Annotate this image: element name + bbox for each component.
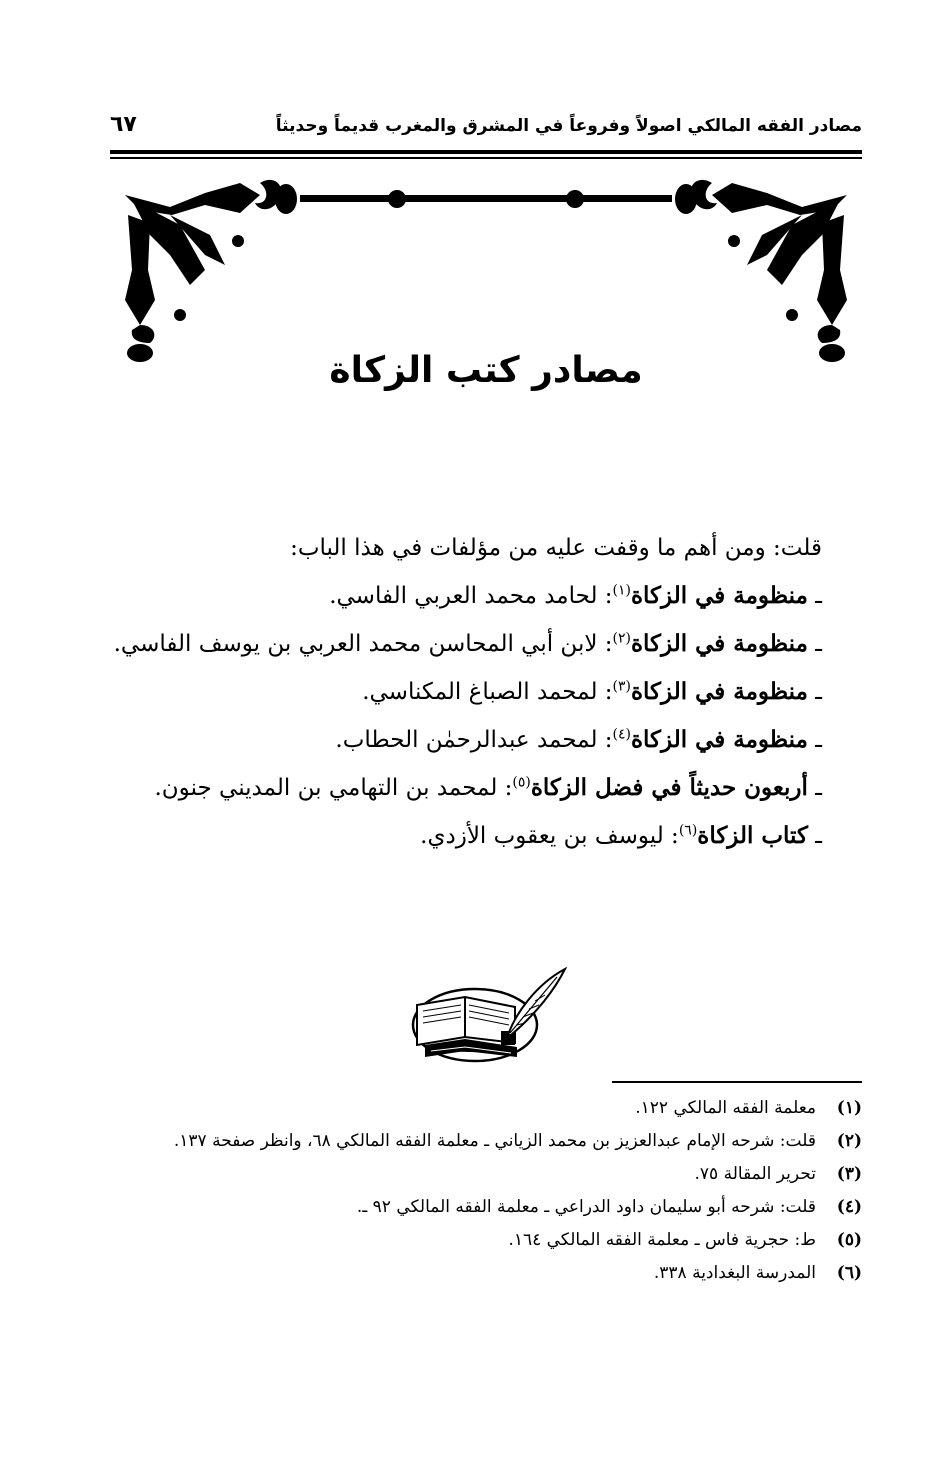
- footnote-number: (٢): [836, 1131, 862, 1151]
- footnote-text: قلت: شرحه أبو سليمان داود الدراعي ـ معلمة الفقه المالكي ٩٢ ـ.: [356, 1197, 816, 1217]
- item-text: : ليوسف بن يعقوب الأزدي.: [420, 823, 679, 849]
- item-title: منظومة في الزكاة: [631, 630, 808, 657]
- footnote: [110, 1257, 862, 1290]
- page-number: ٦٧: [110, 112, 137, 137]
- footnote-ref[interactable]: (٦): [678, 822, 698, 839]
- running-title: مصادر الفقه المالكي اصولاً وفروعاً في المشرق والمغرب قديماً وحديثاً: [275, 116, 862, 136]
- item-text: : لمحمد الصباغ المكناسي.: [362, 679, 613, 705]
- list-item: ـ منظومة في الزكاة$^{(٣)}$: لمحمد الصباغ المكناسي.: [362, 678, 822, 705]
- ornament-left-corner: [125, 180, 281, 362]
- footnote: [110, 1125, 862, 1158]
- item-title: منظومة في الزكاة: [631, 678, 808, 705]
- footnote-number: (٦): [836, 1263, 862, 1283]
- list-item: ـ منظومة في الزكاة$^{(١)}$: لحامد محمد العربي الفاسي.: [329, 582, 822, 609]
- item-title: منظومة في الزكاة: [631, 582, 808, 609]
- list-item: ـ كتاب الزكاة$^{(٦)}$: ليوسف بن يعقوب الأزدي.: [420, 822, 822, 849]
- footnote: [110, 1191, 862, 1224]
- footnote: [110, 1092, 862, 1125]
- footnotes: [110, 1092, 862, 1290]
- footnote-text: معلمة الفقه المالكي ١٢٢.: [635, 1098, 816, 1118]
- footnote-number: (٣): [836, 1164, 862, 1184]
- footnote-text: تحرير المقالة ٧٥.: [694, 1164, 816, 1184]
- footnote-rule: [612, 1081, 862, 1083]
- list-item: ـ منظومة في الزكاة$^{(٤)}$: لمحمد عبدالرحمٰن الحطاب.: [335, 726, 822, 753]
- footnote-text: المدرسة البغدادية ٣٣٨.: [653, 1263, 816, 1283]
- footnote-ref[interactable]: (٣): [612, 678, 631, 695]
- footnote-ref[interactable]: (١): [612, 582, 631, 599]
- item-text: : لمحمد عبدالرحمٰن الحطاب.: [335, 727, 613, 753]
- footnote-number: (١): [836, 1098, 862, 1118]
- footnote: [110, 1224, 862, 1257]
- footnote: [110, 1158, 862, 1191]
- footnote-ref[interactable]: (٢): [612, 630, 631, 647]
- footnote-number: (٤): [836, 1197, 862, 1217]
- footnote-number: (٥): [836, 1230, 862, 1250]
- footnote-text: ط: حجرية فاس ـ معلمة الفقه المالكي ١٦٤.: [508, 1230, 816, 1250]
- body-text: [110, 525, 862, 860]
- header-rule-thick: [110, 150, 862, 154]
- item-title: منظومة في الزكاة: [631, 726, 808, 753]
- chapter-title: مصادر كتب الزكاة: [329, 350, 643, 391]
- intro-paragraph: قلت: ومن أهم ما وقفت عليه من مؤلفات في هذا الباب:: [290, 535, 822, 561]
- item-text: : لابن أبي المحاسن محمد العربي بن يوسف الفاسي.: [113, 631, 613, 657]
- footnote-ref[interactable]: (٤): [612, 726, 631, 743]
- list-item: ـ أربعون حديثاً في فضل الزكاة$^{(٥)}$: لمحمد بن التهامي بن المديني جنون.: [154, 774, 822, 801]
- item-text: : لحامد محمد العربي الفاسي.: [329, 583, 613, 609]
- chapter-ornament: [110, 175, 862, 375]
- item-title: كتاب الزكاة: [697, 822, 808, 849]
- list-item: ـ منظومة في الزكاة$^{(٢)}$: لابن أبي المحاسن محمد العربي بن يوسف الفاسي.: [113, 630, 822, 657]
- item-text: : لمحمد بن التهامي بن المديني جنون.: [154, 775, 513, 801]
- running-header: [110, 112, 862, 148]
- footnote-text: قلت: شرحه الإمام عبدالعزيز بن محمد الزياني ـ معلمة الفقه المالكي ٦٨، وانظر صفحة ١٣٧.: [173, 1131, 816, 1151]
- item-title: أربعون حديثاً في فضل الزكاة: [530, 774, 808, 801]
- header-rule-thin: [110, 157, 862, 159]
- ornament-top-line: [275, 184, 697, 214]
- ornament-right-corner: [691, 180, 847, 362]
- footnote-ref[interactable]: (٥): [512, 774, 531, 791]
- book-quill-emblem: [405, 965, 575, 1065]
